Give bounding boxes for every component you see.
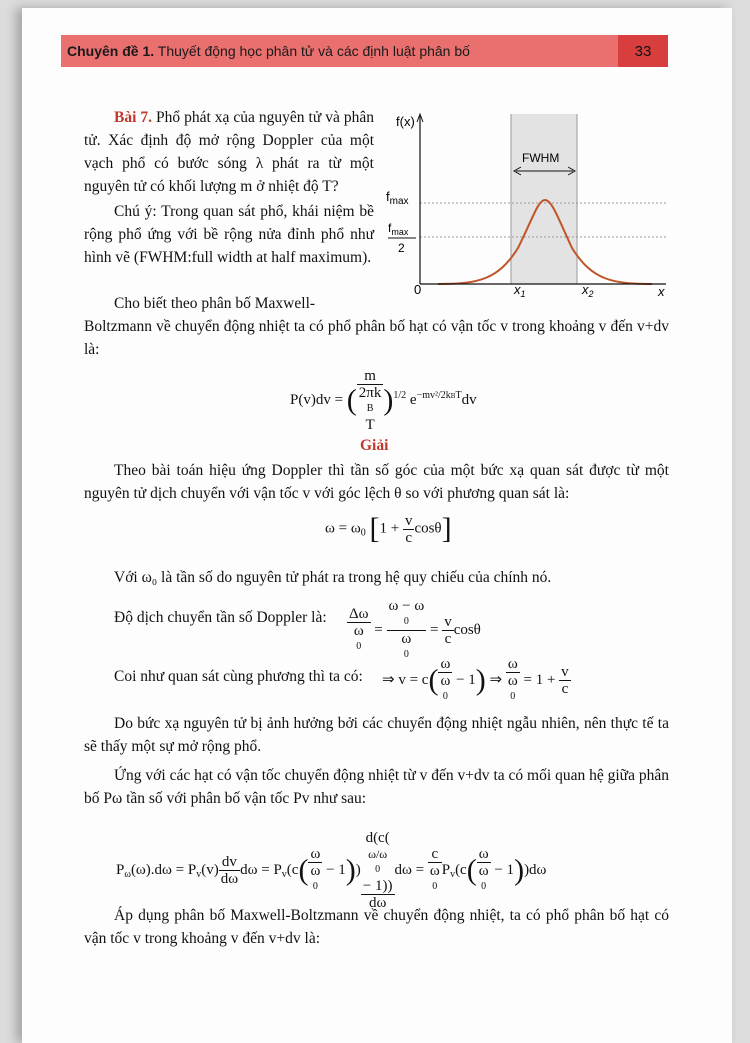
header-title: Chuyên đề 1. Thuyết động học phân tử và các định luật phân bố <box>67 43 470 59</box>
half-max-label: $f_{max}$ <box>388 221 409 237</box>
problem-label: Bài 7. <box>114 109 153 126</box>
fmax-label: $f_{max}$ <box>386 189 409 207</box>
solution-paragraph-2: Với ω₀ là tần số do nguyên tử phát ra trong hệ quy chiếu của chính nó. <box>114 569 552 586</box>
given-paragraph: Boltzmann về chuyển động nhiệt ta có phổ phân bố hạt có vận tốc v trong khoảng v đến v+dv là: <box>84 318 669 358</box>
origin-label: 0 <box>414 282 422 297</box>
solution-paragraph-6: Ứng với các hạt có vận tốc chuyển động nhiệt từ v đến v+dv ta có mối quan hệ giữa phân bố Pω tần số với phân bố vận tốc Pv như sau: <box>84 767 669 807</box>
solution-paragraph-7: Áp dụng phân bố Maxwell-Boltzmann về chuyển động nhiệt, ta có phổ phân bố hạt có vận tốc v trong khoảng v đến v+dv là: <box>84 907 669 947</box>
solution-paragraph-3: Độ dịch chuyển tần số Doppler là: <box>114 609 327 626</box>
doppler-formula: $\omega = \omega_0$ [1 + $\frac{v}{c}$ cosθ] <box>325 512 452 546</box>
x-axis-label: x <box>658 284 665 299</box>
problem-paragraph: Bài 7. Phổ phát xạ của nguyên tử và phân tử. Xác định độ mở rộng Doppler của một vạch phổ có bước sóng λ phát ra từ một nguyên tử có khối lượng m ở nhiệt độ T? <box>84 109 374 195</box>
note-paragraph: Chú ý: Trong quan sát phổ, khái niệm bề rộng phổ ứng với bề rộng nửa đỉnh phổ như hình vẽ (FWHM:full width at half maximum). <box>84 203 374 266</box>
solution-paragraph-1: Theo bài toán hiệu ứng Doppler thì tần số góc của một bức xạ quan sát được từ một nguyên tử dịch chuyển với vận tốc v với góc lệch θ so với phương quan sát là: <box>84 462 669 502</box>
x1-label: $x_1$ <box>514 282 526 299</box>
half-max-denominator: 2 <box>398 241 405 255</box>
solution-paragraph-5: Do bức xạ nguyên tử bị ảnh hưởng bởi các chuyển động nhiệt ngẫu nhiên, nên thực tế ta sẽ thấy một sự mở rộng phổ. <box>84 715 669 755</box>
distribution-relation-formula: $P_\omega(\omega).d\omega = P_v(v)$ $\frac{dv}{d\omega}$ $d\omega = P_v(c$( ω ω 0 − 1)) d(c( ω/ω 0 − 1)) dω dω = c ω 0 $P_v(c$( ω ω 0 − 1))dω <box>116 830 547 911</box>
solution-heading: Giải <box>360 437 389 454</box>
maxwell-formula: P(v)dv = ( m 2πk B T )$^{1/2}$ $e^{-mv^2/2kBT}dv$ <box>290 368 477 433</box>
page-number: 33 <box>618 35 668 67</box>
given-line: Cho biết theo phân bố Maxwell- <box>114 295 316 312</box>
fwhm-label: FWHM <box>522 151 560 165</box>
y-axis-label: f(x) <box>396 114 415 129</box>
fwhm-figure <box>378 108 673 308</box>
page-header <box>61 35 668 67</box>
fwhm-band <box>511 114 577 284</box>
shift-formula: Δω ω 0 = ω − ω 0 ω 0 = $\frac{v}{c}$ cosθ <box>349 598 481 660</box>
solution-paragraph-4: Coi như quan sát cùng phương thì ta có: <box>114 668 363 685</box>
x2-label: $x_2$ <box>582 282 594 299</box>
velocity-formula: ⇒ v = c( ω ω 0 − 1) ⇒ ω ω 0 = 1 + $\frac{v}{c}$ <box>382 656 569 702</box>
